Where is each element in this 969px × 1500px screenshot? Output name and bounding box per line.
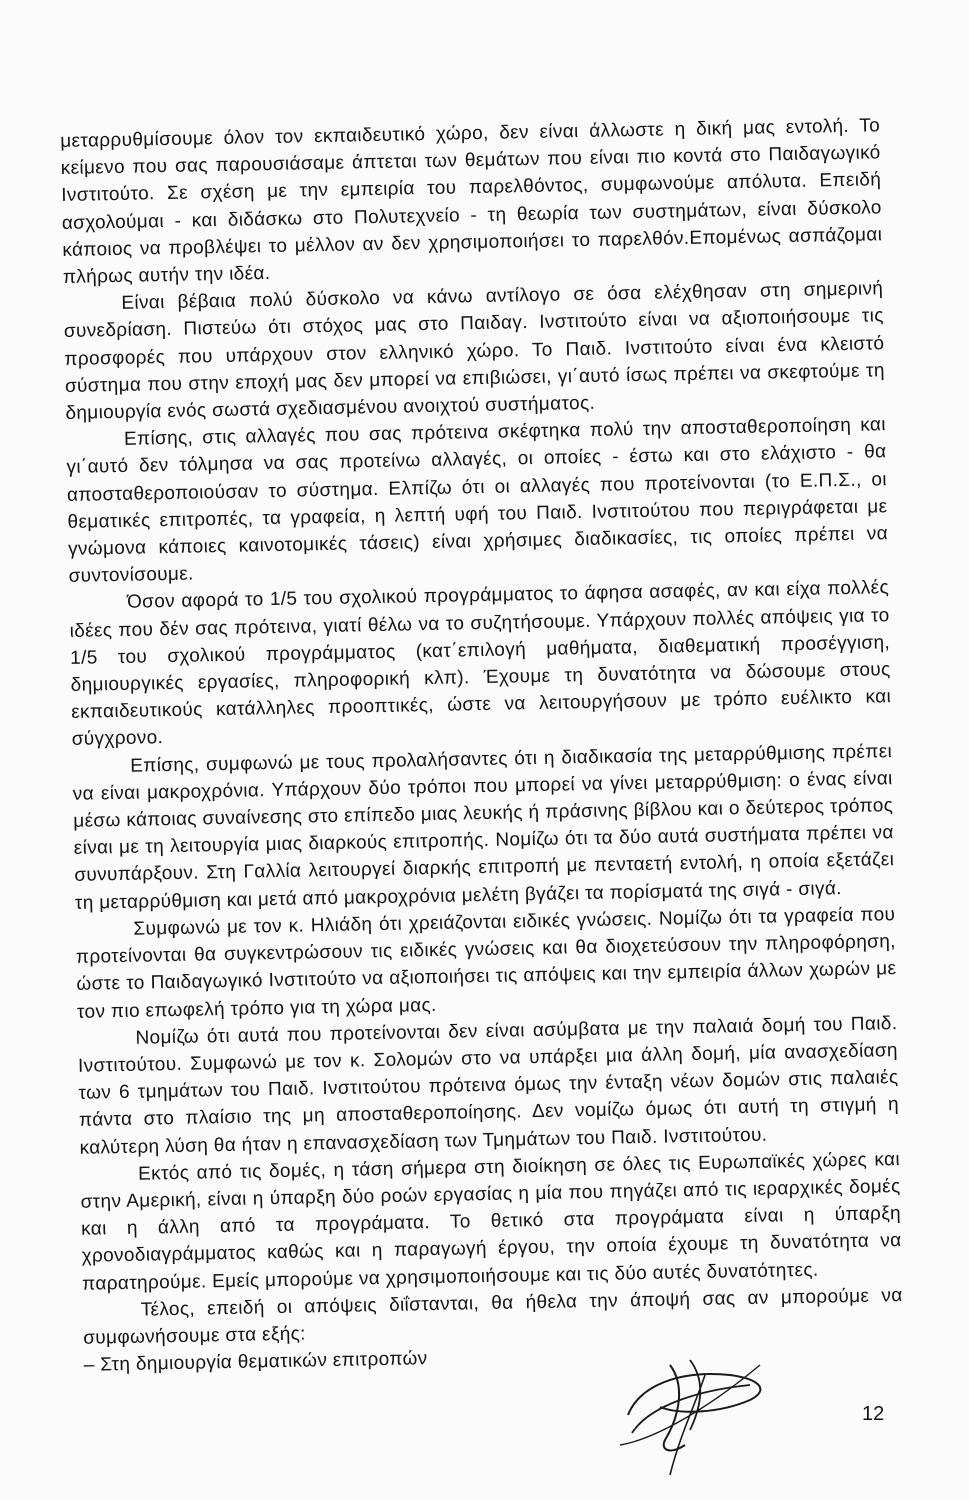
paragraph-3: Επίσης, στις αλλαγές που σας πρότεινα σκέφτηκα πολύ την αποσταθεροποίηση και γι΄αυτό δεν τόλμησα να σας προτείνω αλλαγές, οι οποίες - έστω και στο ελάχιστο - θα αποσταθεροποιούσαν το σύστημα. Ελπίζω ότι οι αλλαγές που προτείνονται (το Ε.Π.Σ., οι θεματικές επιτροπές, τα γραφεία, η λεπτή υφή του Παιδ. Ινστιτούτου που περιγράφεται με γνώμονα κάποιες καινοτομικές τάσεις) είναι χρήσιμες διαδικασίες, τις οποίες πρέπει να συντονίσουμε. xyxy=(66,414,889,588)
paragraph-2: Είναι βέβαια πολύ δύσκολο να κάνω αντίλογο σε όσα ελέχθησαν στη σημερινή συνεδρίαση. Πιστεύω ότι στόχος μας στο Παιδαγ. Ινστιτούτο είναι να αξιοποιήσουμε τις προσφορές που υπάρχουν στον ελληνικό χώρο. Το Παιδ. Ινστιτούτο είναι ένα κλειστό σύστημα που στην εποχή μας δεν μπορεί να επιβιώσει, γι΄αυτό ίσως πρέπει να σκεφτούμε τη δημιουργία ενός σωστά σχεδιασμένου ανοιχτού συστήματος. xyxy=(63,278,886,424)
body-text xyxy=(60,112,904,1379)
page-number: 12 xyxy=(862,1403,885,1425)
paragraph-5: Επίσης, συμφωνώ με τους προλαλήσαντες ότι η διαδικασία της μεταρρύθμισης πρέπει να είναι μακροχρόνια. Υπάρχουν δύο τρόποι που μπορεί να γίνει μεταρρύθμιση: ο ένας είναι μέσω κάποιας συναίνεσης στο επίπεδο μιας λευκής ή πράσινης βίβλου και ο δεύτερος τρόπος είναι με τη λειτουργία μιας διαρκούς επιτροπής. Νομίζω ότι τα δύο αυτά συστήματα πρέπει να συνυπάρξουν. Στη Γαλλία λειτουργεί διαρκής επιτροπή με πενταετή εντολή, η οποία εξετάζει τη μεταρρύθμιση και μετά από μακροχρόνια μελέτη βγάζει τα πορίσματά της σιγά - σιγά. xyxy=(72,740,895,914)
paragraph-9: Τέλος, επειδή οι απόψεις διΐστανται, θα ήθελα την άποψή σας αν μπορούμε να συμφωνήσουμε στα εξής: xyxy=(83,1284,903,1349)
list-item: – Στη δημιουργία θεματικών επιτροπών xyxy=(83,1348,428,1376)
paragraph-8: Εκτός από τις δομές, η τάση σήμερα στη διοίκηση σε όλες τις Ευρωπαϊκές χώρες και στην Αμερική, είναι η ύπαρξη δύο ροών εργασίας η μία που πηγάζει από τις ιεραρχικές δομές και η άλλη από τα προγράματα. Το θετικό στα προγράματα είναι η ύπαρξη χρονοδιαγράμματος καθώς και η παραγωγή έργου, την οποία έχουμε τη δυνατότητα να παρατηρούμε. Εμείς μπορούμε να χρησιμοποιήσουμε και τις δύο αυτές δυνατότητες. xyxy=(80,1148,902,1295)
paragraph-4: Όσον αφορά το 1/5 του σχολικού προγράμματος το άφησα ασαφές, αν και είχα πολλές ιδέες που δέν σας πρότεινα, γιατί θέλω να το συζητήσουμε. Υπάρχουν πολλές απόψεις για το 1/5 του σχολικού προγράμματος (κατ΄επιλογή μαθήματα, διαθεματική προσέγγιση, δημιουργικές εργασίες, πληροφορική κλπ). Έχουμε τη δυνατότητα να δώσουμε στους εκπαιδευτικούς κατάλληλες προοπτικές, ώστε να λειτουργήσουν με τρόπο ευέλικτο και σύγχρονο. xyxy=(69,577,892,751)
paragraph-6: Συμφωνώ με τον κ. Ηλιάδη ότι χρειάζονται ειδικές γνώσεις. Νομίζω ότι τα γραφεία που προτείνονται θα συγκεντρώσουν τις ειδικές γνώσεις και θα διοχετεύσουν την πληροφόρηση, ώστε το Παιδαγωγικό Ινστιτούτο να αξιοποιήσει τις απόψεις και την εμπειρία άλλων χωρών με τον πιο επωφελή τρόπο για τη χώρα μας. xyxy=(75,904,897,1023)
signature-icon xyxy=(610,1345,780,1485)
paragraph-7: Νομίζω ότι αυτά που προτείνονται δεν είναι ασύμβατα με την παλαιά δομή του Παιδ. Ινστιτούτου. Συμφωνώ με τον κ. Σολομών στο να υπάρξει μια άλλη δομή, μία ανασχεδίαση των 6 τμημάτων του Παιδ. Ινστιτούτου πρότεινα όμως την ένταξη νέων δομών στις παλαιές πάντα στο πλαίσιο της μη αποσταθεροποίησης. Δεν νομίζω όμως ότι αυτή τη στιγμή η καλύτερη λύση θα ήταν η επανασχεδίαση των Τμημάτων του Παιδ. Ινστιτούτου. xyxy=(77,1012,900,1159)
paragraph-1: μεταρρυθμίσουμε όλον τον εκπαιδευτικό χώρο, δεν είναι άλλωστε η δική μας εντολή. Το κείμενο που σας παρουσιάσαμε άπτεται των θεμάτων που είναι πιο κοντά στο Παιδαγωγικό Ινστιτούτο. Σε σχέση με την εμπειρία του παρελθόντος, συμφωνούμε απόλυτα. Επειδή ασχολούμαι - και διδάσκω στο Πολυτεχνείο - τη θεωρία των συστημάτων, είναι δύσκολο κάποιος να προβλέψει το μέλλον αν δεν χρησιμοποιήσει το παρελθόν.Επομένως ασπάζομαι πλήρως αυτήν την ιδέα. xyxy=(60,115,883,288)
